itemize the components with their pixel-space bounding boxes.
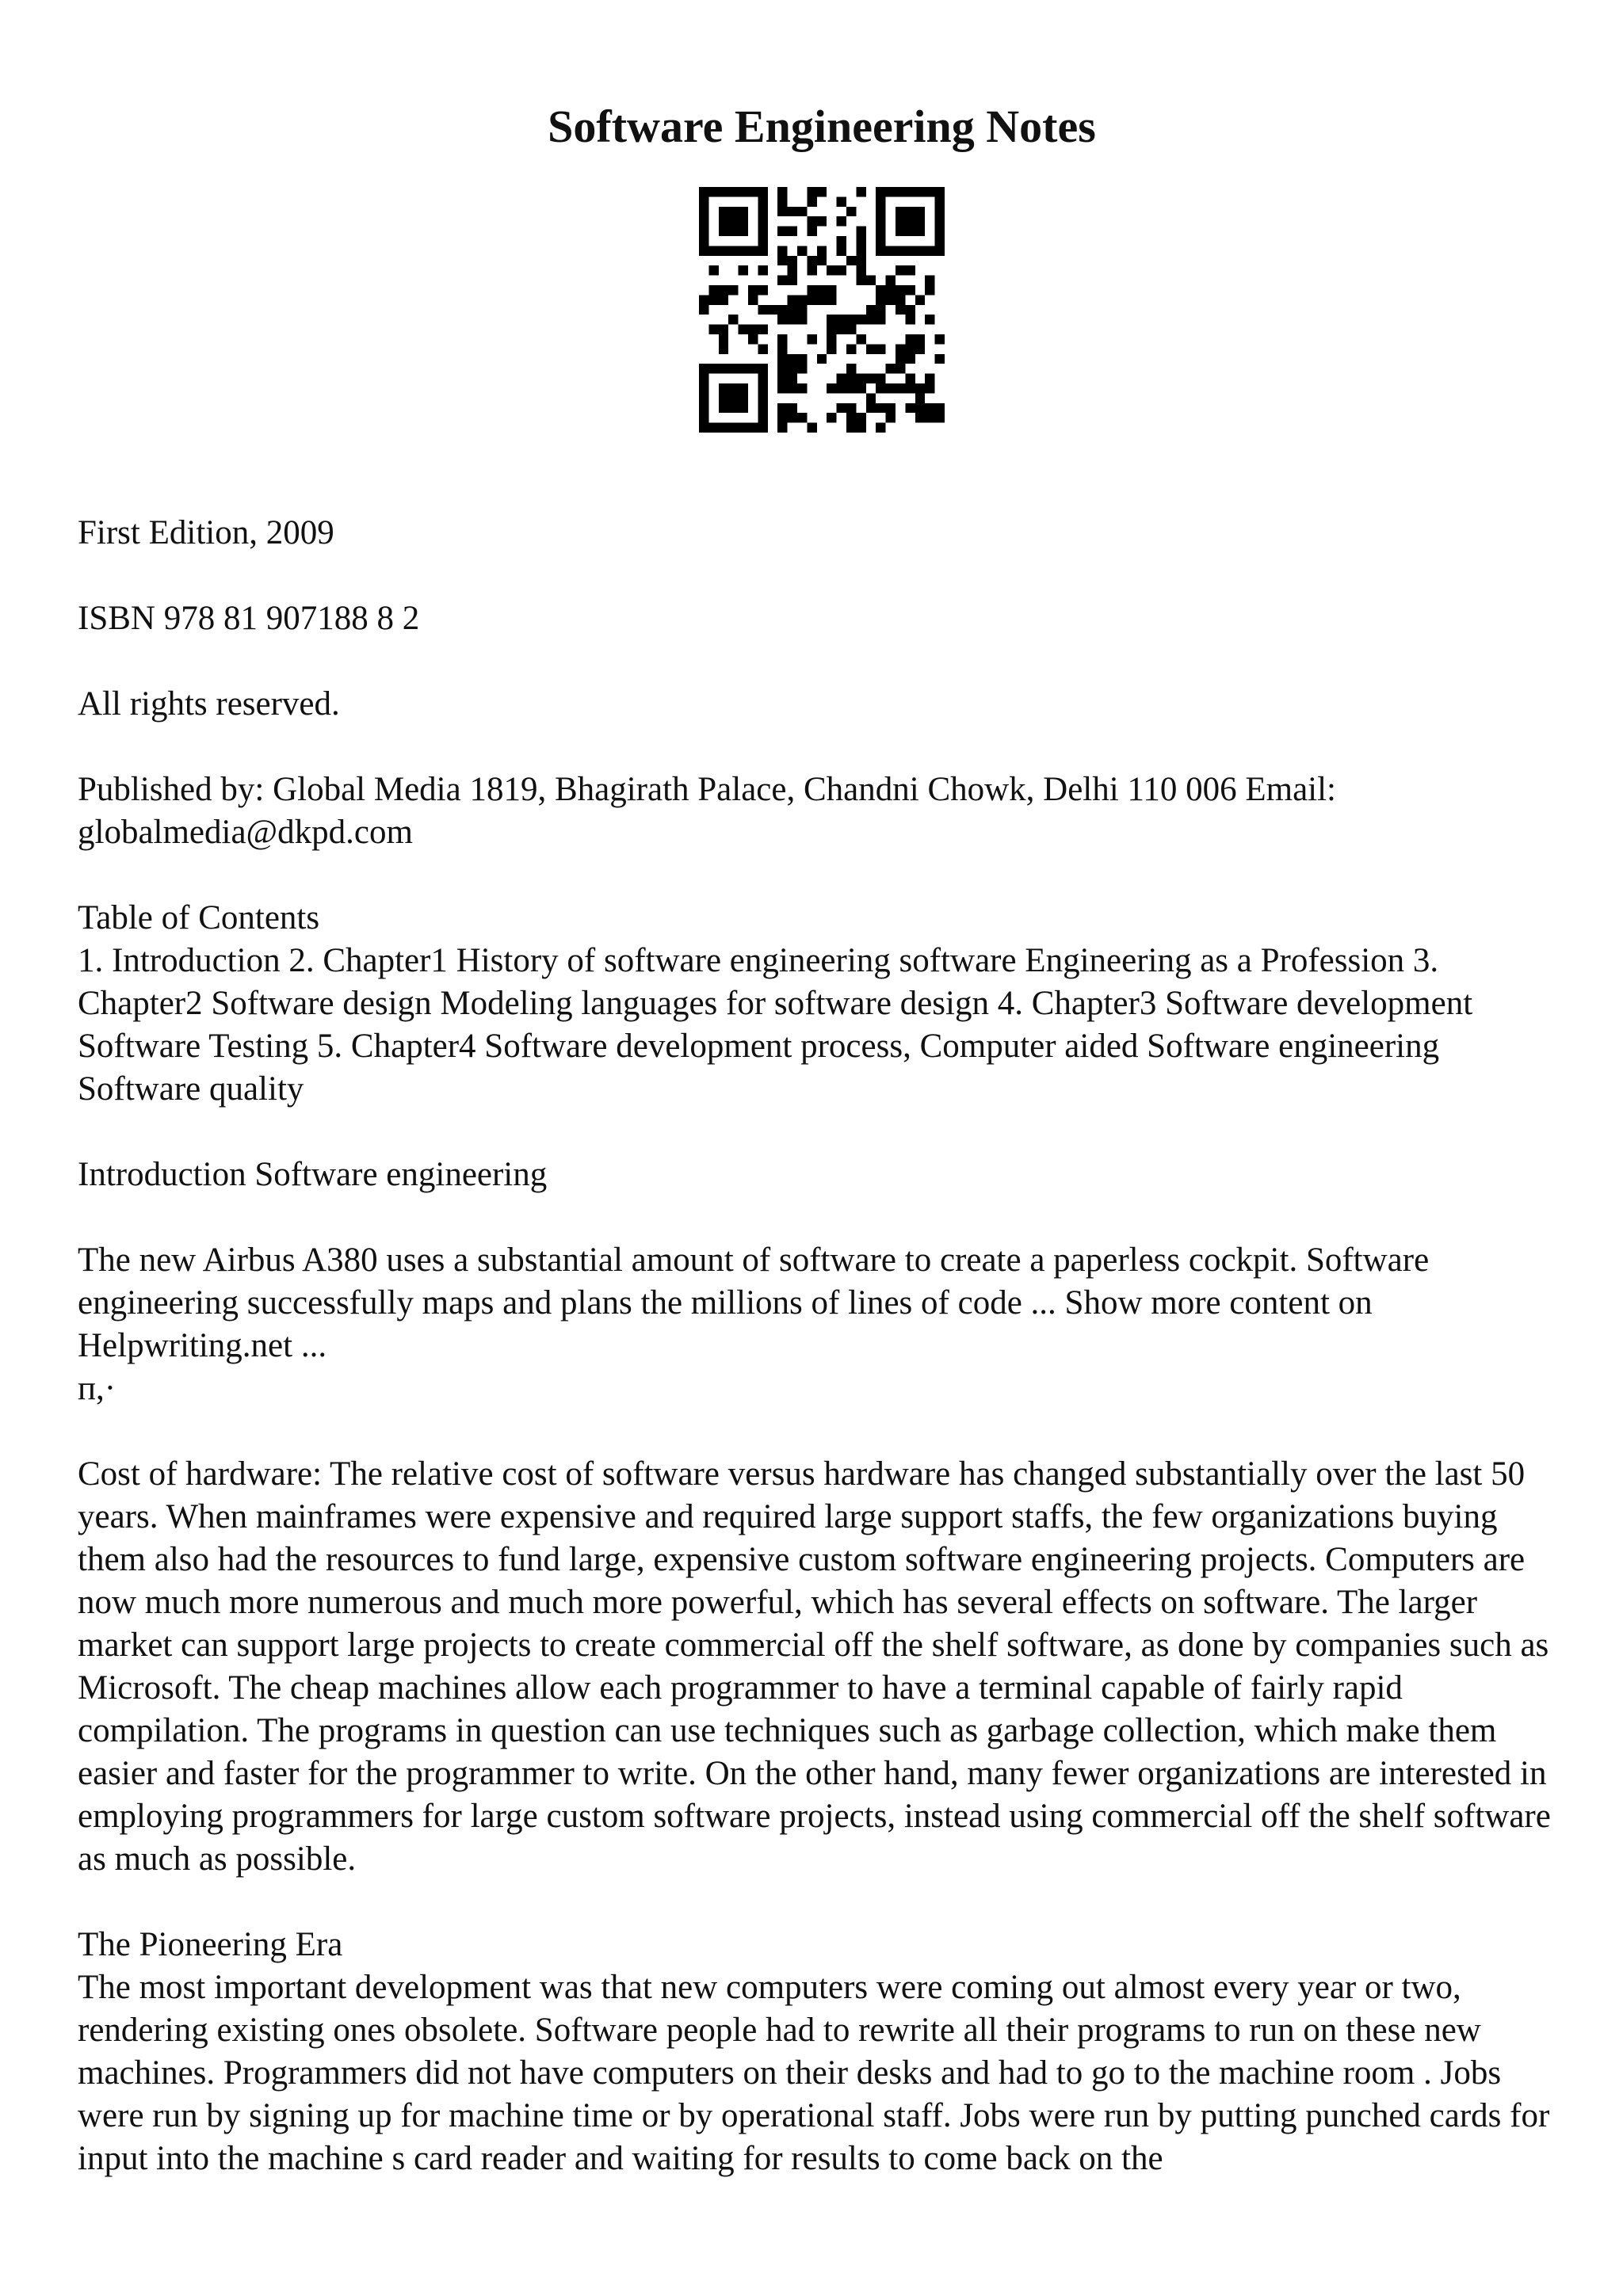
pioneering-heading: The Pioneering Era <box>78 1926 343 1963</box>
pioneering-paragraph: The most important development was that new computers were coming out almost every year or two, rendering existing ones obsolete. Software people had to rewrite all their programs to run on these new machines. Programmers did not have computers on their desks and had to go to the machine room . Jobs were run by signing up for machine time or by operational staff. Jobs were run by putting punched cards for input into the machine s card reader and waiting for results to come back on the <box>78 1969 1550 2177</box>
rights-line: All rights reserved. <box>78 685 340 723</box>
qr-code-icon <box>699 187 945 433</box>
isbn-line: ISBN 978 81 907188 8 2 <box>78 600 420 637</box>
cost-paragraph: Cost of hardware: The relative cost of software versus hardware has changed substantially over the last 50 years. When mainframes were expensive and required large support staffs, the few organizations buying them also had the resources to fund large, expensive custom software engineering projects. Computers are now much more numerous and much more powerful, which has several effects on software. The larger market can support large projects to create commercial off the shelf software, as done by companies such as Microsoft. The cheap machines allow each programmer to have a terminal capable of fairly rapid compilation. The programs in question can use techniques such as garbage collection, which make them easier and faster for the programmer to write. On the other hand, many fewer organizations are interested in employing programmers for large custom software projects, instead using commercial off the shelf software as much as possible. <box>78 1455 1551 1878</box>
toc-body: 1. Introduction 2. Chapter1 History of software engineering software Engineering as a Profession 3. Chapter2 Software design Modeling languages for software design 4. Chapter3 Software development Software Testing 5. Chapter4 Software development process, Computer aided Software engineering Software quality <box>78 942 1473 1108</box>
toc-heading: Table of Contents <box>78 899 320 936</box>
edition-line: First Edition, 2009 <box>78 514 334 551</box>
intro-body: The new Airbus A380 uses a substantial amount of software to create a paperless cockpit. Software engineering successfully maps and plans the millions of lines of code ... Show more content on Helpwriting.net ... <box>78 1241 1430 1364</box>
publisher-line: Published by: Global Media 1819, Bhagirath Palace, Chandni Chowk, Delhi 110 006 Email: globalmedia@dkpd.com <box>78 771 1336 851</box>
document-title: Software Engineering Notes <box>548 101 1096 152</box>
intro-heading: Introduction Software engineering <box>78 1156 548 1193</box>
stray-glyphs: п,· <box>78 1370 116 1407</box>
